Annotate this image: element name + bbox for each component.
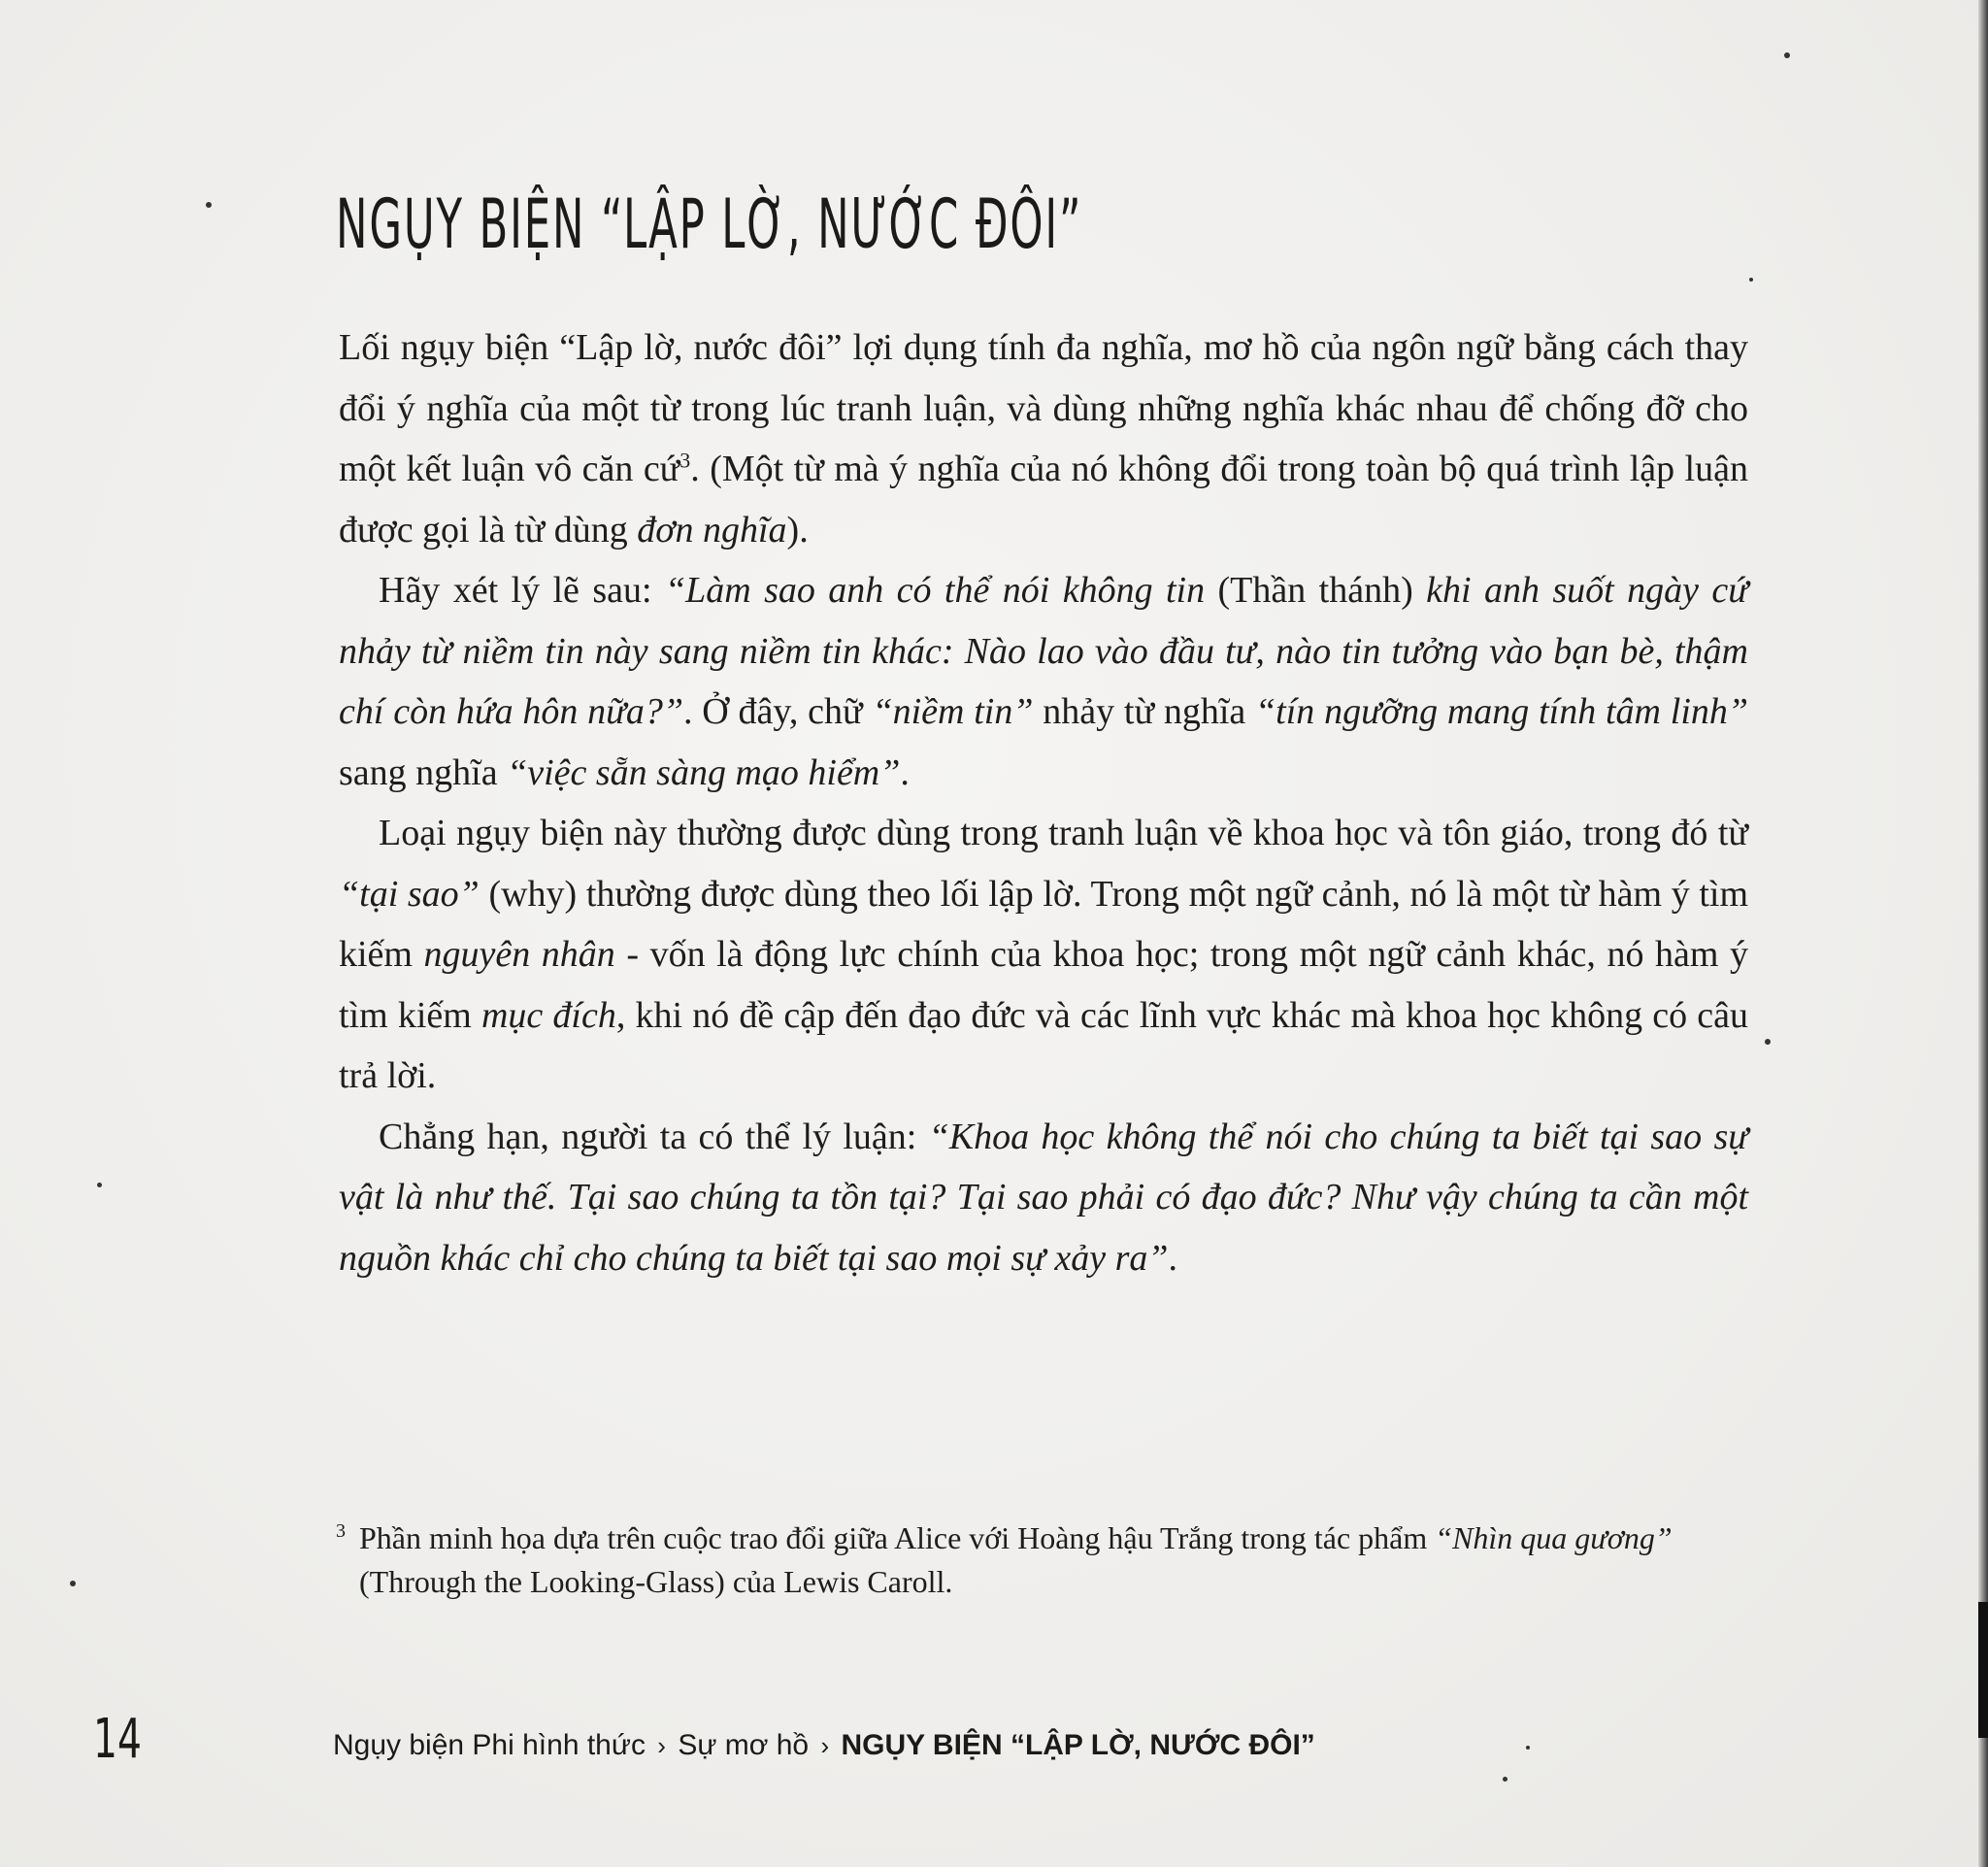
page-edge-shadow — [1978, 0, 1988, 1867]
dust-speck — [97, 1183, 102, 1187]
main-text — [339, 317, 1748, 1288]
dust-speck — [206, 202, 212, 208]
page-edge-mark — [1978, 1602, 1988, 1738]
dust-speck — [1749, 278, 1753, 282]
page-number: 14 — [93, 1708, 142, 1771]
paragraph-3: Loại ngụy biện này thường được dùng trong tranh luận về khoa học và tôn giáo, trong đó từ “tại sao” (why) thường được dùng theo lối lập lờ. Trong một ngữ cảnh, nó là một từ hàm ý tìm kiếm nguyên nhân - vốn là động lực chính của khoa học; trong một ngữ cảnh khác, nó hàm ý tìm kiếm mục đích, khi nó đề cập đến đạo đức và các lĩnh vực khác mà khoa học không có câu trả lời. — [339, 813, 1749, 1096]
dust-speck — [1784, 52, 1790, 58]
paragraph-2: Hãy xét lý lẽ sau: “Làm sao anh có thể nói không tin (Thần thánh) khi anh suốt ngày cứ nhảy từ niềm tin này sang niềm tin khác: Nào lao vào đầu tư, nào tin tưởng vào bạn bè, thậm chí còn hứa hôn nữa?”. Ở đây, chữ “niềm tin” nhảy từ nghĩa “tín ngưỡng mang tính tâm linh” sang nghĩa “việc sẵn sàng mạo hiểm”. — [339, 570, 1749, 793]
dust-speck — [1526, 1746, 1530, 1750]
footnote: 3 Phần minh họa dựa trên cuộc trao đổi giữa Alice với Hoàng hậu Trắng trong tác phẩm “Nhìn qua gương” (Through the Looking-Glass) của Lewis Caroll. — [336, 1517, 1689, 1604]
breadcrumb-item-ambiguity: Sự mơ hồ — [678, 1729, 810, 1761]
breadcrumb-separator-icon: › — [657, 1731, 666, 1760]
dust-speck — [1503, 1777, 1508, 1782]
paragraph-4: Chẳng hạn, người ta có thể lý luận: “Khoa học không thể nói cho chúng ta biết tại sao sự vật là như thế. Tại sao chúng ta tồn tại? Tại sao phải có đạo đức? Như vậy chúng ta cần một nguồn khác chỉ cho chúng ta biết tại sao mọi sự xảy ra”. — [339, 1116, 1748, 1279]
footnote-reference: 3 — [679, 448, 691, 473]
dust-speck — [70, 1581, 76, 1586]
breadcrumb-separator-icon: › — [820, 1731, 830, 1760]
breadcrumb — [333, 1726, 1315, 1765]
page-title: NGỤY BIỆN “LẬP LỜ, NƯỚC ĐÔI” — [336, 184, 1083, 264]
dust-speck — [1765, 1039, 1771, 1045]
paragraph-1: Lối ngụy biện “Lập lờ, nước đôi” lợi dụng tính đa nghĩa, mơ hồ của ngôn ngữ bằng cách thay đổi ý nghĩa của một từ trong lúc tranh luận, và dùng những nghĩa khác nhau để chống đỡ cho một kết luận vô căn cứ$^3$. (Một từ mà ý nghĩa của nó không đổi trong toàn bộ quá trình lập luận được gọi là từ dùng đơn nghĩa). — [339, 327, 1748, 550]
footnote-marker: 3 — [336, 1520, 346, 1542]
breadcrumb-item-informal-fallacies: Ngụy biện Phi hình thức — [333, 1729, 646, 1761]
breadcrumb-current: NGỤY BIỆN “LẬP LỜ, NƯỚC ĐÔI” — [841, 1729, 1315, 1761]
